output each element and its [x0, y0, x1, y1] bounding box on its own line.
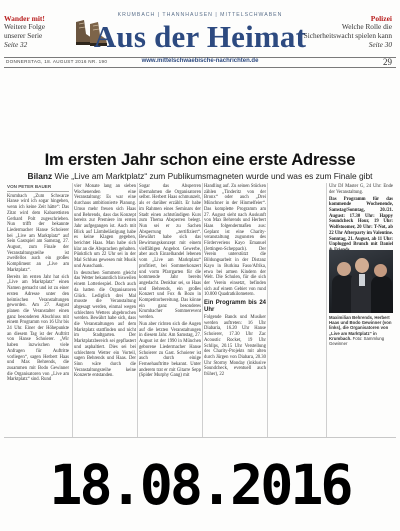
teaser-wander-page: Seite 32 — [4, 40, 28, 50]
dateline: DONNERSTAG, 18. AUGUST 2016 NR. 190 — [6, 59, 108, 64]
masthead-rule-bottom — [4, 67, 396, 68]
paragraph: Nun aber richten sich die Augen auf die letzten Veranstaltungen in diesem Jahr. Am Samstag, 27. August ist der 1990 in München geborene Liedermacher Hanse Schoierer zu Gast. Schoierer ist auch durch einige Fernsehauftritte bekannt. Unter anderem trat er mit Gitarre Sepp (Spider Murphy Gang) mit — [139, 322, 201, 379]
article-headline: Im ersten Jahr schon eine erste Adresse — [44, 150, 356, 169]
teaser-polizei-head: Polizei — [370, 14, 392, 23]
article-column-4 — [204, 184, 266, 436]
photo-caption — [329, 315, 393, 346]
article-kicker — [6, 171, 394, 181]
page-number: 29 — [383, 57, 392, 67]
region-line: KRUMBACH | THANNHAUSEN | MITTELSCHWABEN — [117, 12, 283, 18]
column-divider — [267, 183, 268, 437]
column-divider — [137, 183, 138, 437]
article-bottom-rule — [4, 437, 396, 438]
caption-credit: Foto: Sammlung Gewinner — [329, 335, 385, 347]
column-divider — [202, 183, 203, 437]
paragraph: Sogar das Absperren übernahmen die Organisatoren selbst. Herbert Haas schmunzelt, als er darüber erzählt. Er habe im Rahmen eines Seminars der Stadt einen achtstündigen Kurs zum Thema Absperren belegt. Nun sei er zu Sachen Absperrung „zertifiziert“. Bewährt habe sich das Bewirtungskonzept mit einem vielfältigen Angebot. Gewerbe, aber auch Einzelhandel lebenen vom „Live am Marktplatz“ profitiert, bei Sommerkonzert und vorm Pfarrgarten für die kommende Jahr bereits angedacht. Denkbar sei, so Haas und Behrends, ein großes Konzert und Fox & Bozo in Kompetitorbereitung. Das könne ein ganz besonderes Krumbacher Sommerevent werden. — [139, 184, 201, 321]
paragraph: Handling auf. Zu seinen Stücken zählen „Tinderitz von der Bronx“ oder auch „Drei Münchner in der Hinmelfeier“. Das komplette Programm am 27. August sieht nach Auskunft von Max Behrends und Herbert Haas folgendermaßen aus: Geplant ist eine Charity-veranstaltung zugunsten des Förderveriens Kayo Emanuel (Jettingen-Scheppach). Der Verein unterstützt die Bildungsarbeit in der Distanz Kayo in Burkina Faso/Afrika, etwa bei armen Kindern der Welt. Die Schulen, für die sich der Verein einsetzt, befinden sich auf einem Gebiet von rund 10.000 Quadratkilometern. — [204, 184, 266, 298]
paragraph: In deutschen Sommern gleicht das Wetter bekanntlich bisweilen einem Lotteriespiel. Doch auch da hatten die Organisatoren Glück. Lediglich drei Mal musste die Veranstaltung abgesagt werden, einmal wegen schlechten Wetters abgebrochen werden. Bewährt habe sich, dass die Veranstaltungen auf dem Marktplatz stattfinden und nicht im Stadtgarten. Der Marktplatzbereich sei gepflastert und asphaltiert. Dies sei bei schlechtem Wetter ein Vorteil, sagen Behrends und Haas. Der Sinn wäre durch die Veranstaltungsreihe keine Konzerte entstanden. — [74, 270, 136, 379]
organizers-photo — [329, 250, 393, 313]
teaser-polizei-line2: Sicherheitswacht spielen kann — [303, 30, 392, 40]
article-column-3 — [139, 184, 201, 436]
masthead-title: Aus der Heimat — [93, 19, 307, 54]
column-divider — [72, 183, 73, 437]
teaser-wander-head: Wander mit! — [4, 14, 45, 23]
caption-text: Maximilian Behrends, Herbert Haas und Bodo Gewinner (von links), die Organisatoren von „Live am Marktplatz“ in Krumbach. — [329, 315, 392, 341]
handwritten-date: 18.08.2016 — [49, 453, 351, 517]
weekend-program: Das Programm für das kommende Wochenende, Samstag/Sonntag, 20./21. August: 17.30 Uhr: Happy Soundcheck Hour, 19 Uhr: Wolfstoomer, 20 Uhr: T-Not, ab 22 Uhr Afterparty im Valentine. Sonntag, 21. August, ab 11 Uhr: Unplugged Brunch mit Daniel — [329, 196, 393, 248]
website-link[interactable]: www.mittelschwaebische-nachrichten.de — [141, 58, 259, 64]
column-divider — [326, 183, 327, 437]
paragraph: Uhr DJ Master G, 24 Uhr: Ende der Veranstaltung. — [329, 184, 393, 195]
teaser-polizei[interactable] — [296, 14, 392, 49]
kicker-text: Wie „Live am Marktplatz“ zum Publikumsmagneten wurde und was es zum Finale gibt — [52, 171, 373, 181]
teaser-wander-line2: unserer Serie — [4, 30, 43, 40]
article-column-5 — [329, 184, 393, 248]
article-column-2 — [74, 184, 136, 436]
paragraph: Bereits im ersten Jahr hat sich „Live am Marktplatz“ einen Namen gemacht und ist zu einer ersten Adresse unter den heimischen Veranstaltungen geworden. Am 27. August planen die Veranstalter einen ganz besonderen Abschluss mit einem Programm von 16 Uhr bis 24 Uhr. Einer der Höhepunkte an diesem Tag ist der Auftritt von Hanse Schoierer. „Wir haben inzwischen viele Anfragen für Auftritte vorliegen“, sagen Herbert Haas und Max Behrends, die zusammen mit Bodo Gewinner die Organisatoren von „Live am Marktplatz“ sind. Rund — [7, 274, 69, 383]
paragraph: Krumbach „Zum Schwarze Hanse wird ich sogar hingehen, wenn ich keine Zeit hätte“: Das Zitat wird dem Kabarettisten Gerhard Polt zugeschrieben. Nun trifft der bekannte Liedermacher Hanse Schoierer bei „Live am Marktplatz“ auf Sein Gastspiel am Samstag, 27. August, zum Finale der Veranstaltungsreihe ist zweifellos auch ein großes Kompliment an „Live am Marktplatz“. — [7, 193, 69, 273]
kicker-label: Bilanz — [27, 171, 53, 181]
paragraph: vier Monate lang an sieben Wochenenden eine Veranstaltung: Es war eine durchaus ambitionierte Planung. Umso mehr freuen sich Haas und Behrends, dass das Konzept bereits zur Premiere im ersten Jahr aufgegangen ist. Auch mit Blick auf Lärmbelästigung habe es keine Klagen gegeben, berichtet Haas. Man habe sich klar an die Absprachen gehalten. Pünktlich um 22 Uhr sei in der Mal Schluss gewesen mit Musik und Ausschank. — [74, 184, 136, 269]
teaser-polizei-page: Seite 30 — [368, 40, 392, 50]
program-subhead: Ein Programm bis 24 Uhr — [204, 300, 266, 314]
teaser-wander-line1: Weitere Folge — [4, 22, 45, 31]
article-column-1 — [7, 184, 69, 436]
teaser-polizei-line1: Welche Rolle die — [341, 22, 392, 31]
author-byline: VON PETER BAUER — [7, 184, 69, 192]
paragraph: Folgende Bands und Musiker werden auftreten: 16 Uhr Diabaria, 16.20 Uhr Hanse Schoierer, 17.30 Uhr Zac Acoustic Rocket, 19 Uhr Schlips, 20.15 Uhr Verstellung des Charity-Projekts mit alten durch Jürgen von Diabara, 20.30 Uhr Stormy Monday (inklusive Soundcheck, eventuell auch früher), 22 — [204, 315, 266, 378]
